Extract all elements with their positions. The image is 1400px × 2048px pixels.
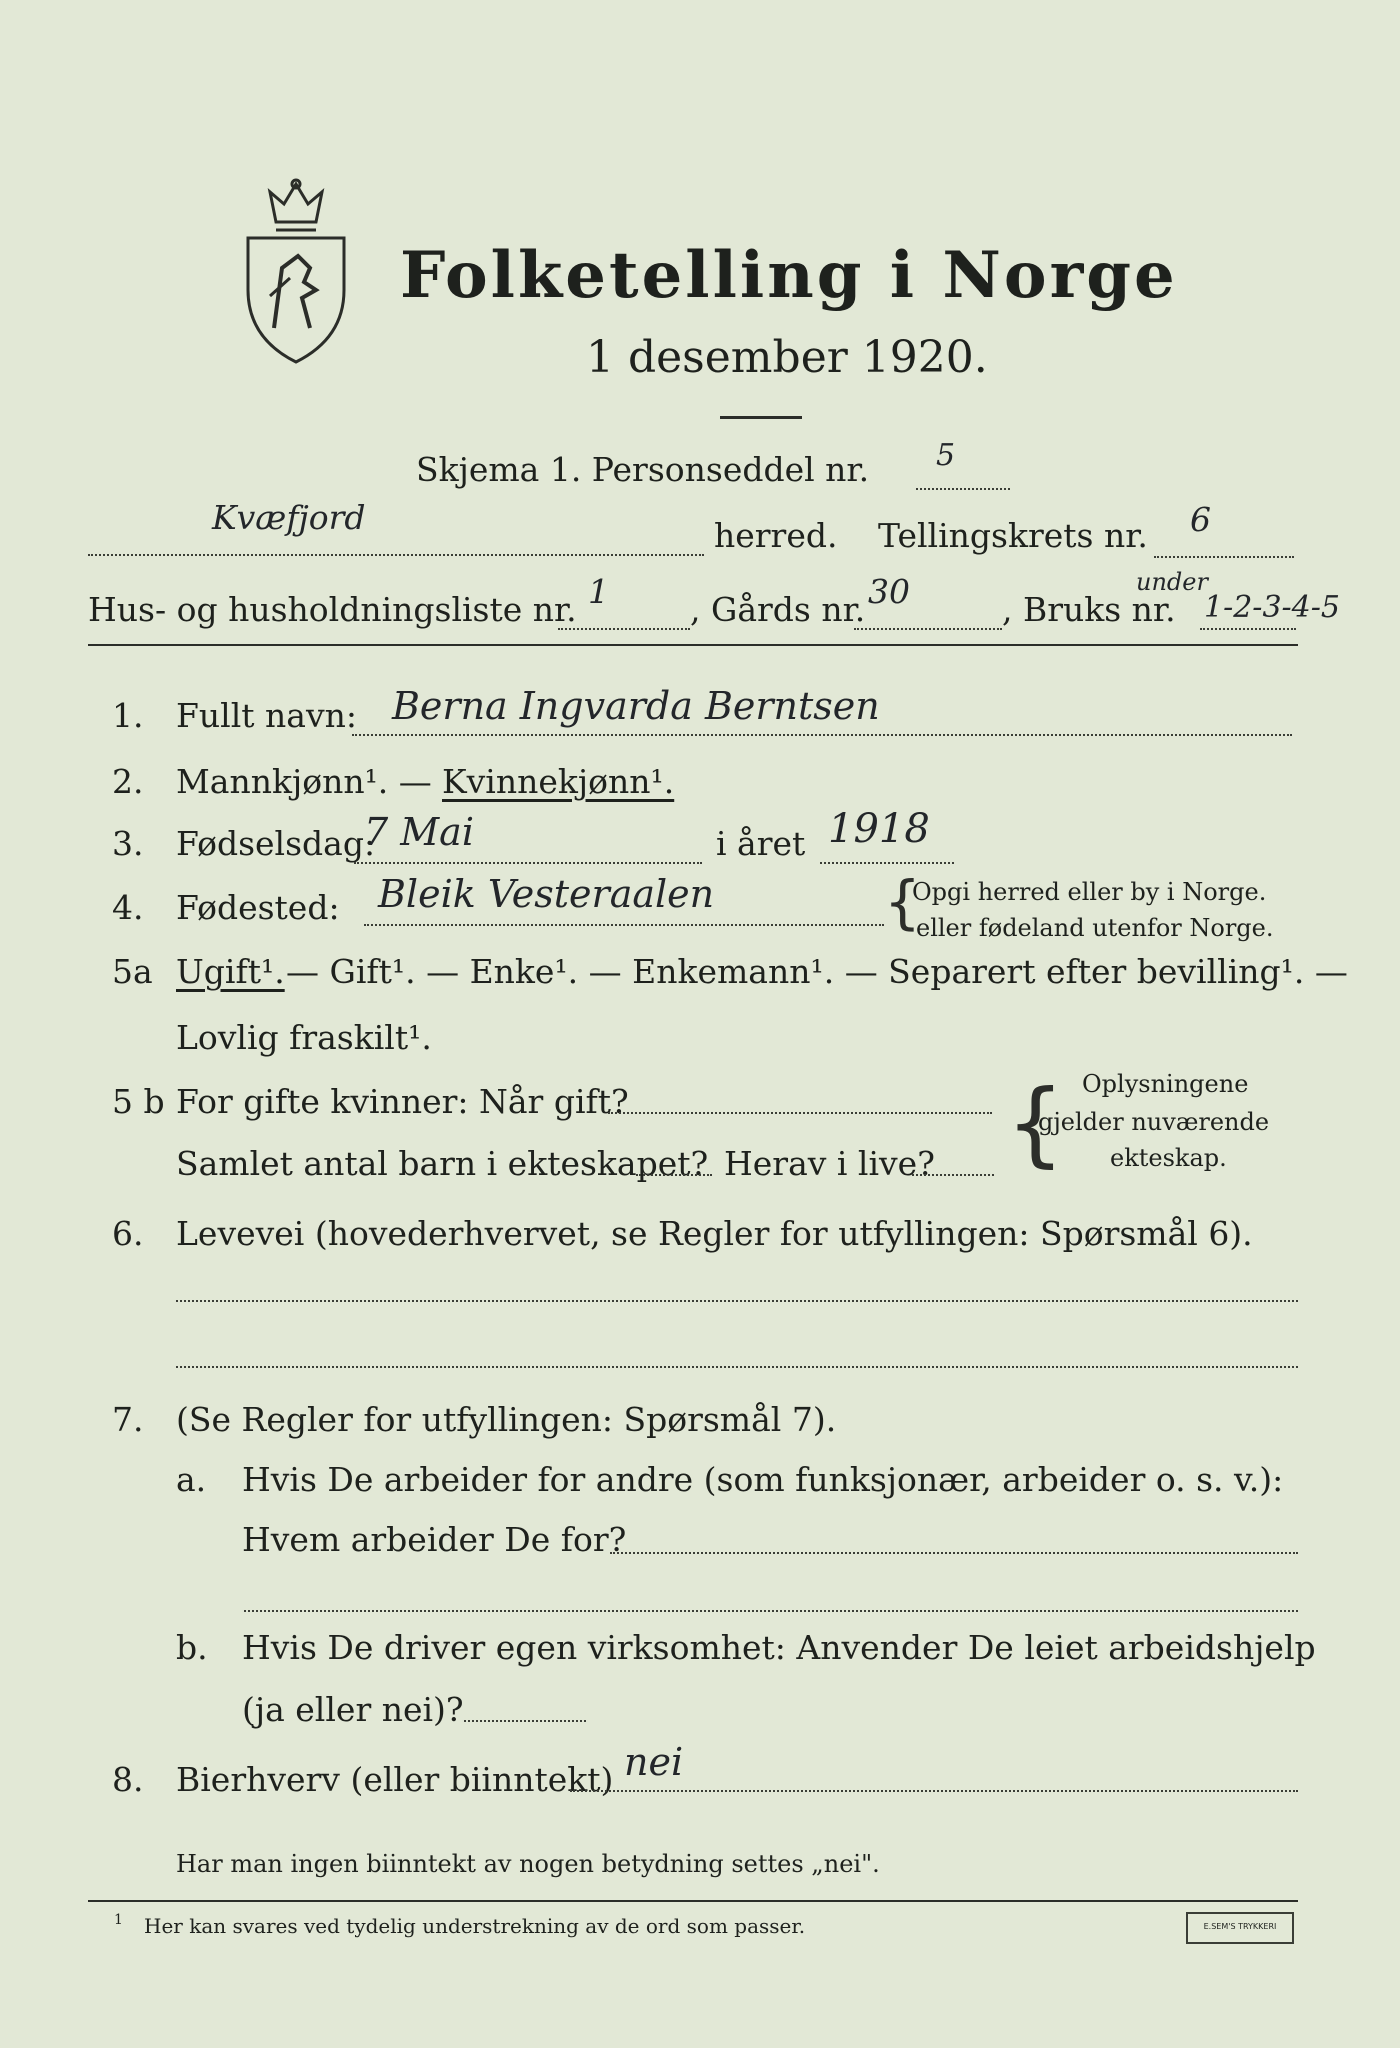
q1-number: 1. <box>112 696 144 735</box>
q5a-number: 5a <box>112 952 153 991</box>
footnote: Her kan svares ved tydelig understrekning av de ord som passer. <box>144 1914 806 1938</box>
page-title: Folketelling i Norge <box>400 238 1178 313</box>
printer-stamp <box>1186 1912 1294 1944</box>
q4-note-line2: eller fødeland utenfor Norge. <box>916 914 1274 942</box>
birth-year-value: 1918 <box>828 806 930 852</box>
q5b-alive-label: Herav i live? <box>724 1144 935 1183</box>
q3-number: 3. <box>112 824 144 863</box>
q7a-line-extra <box>244 1610 1298 1612</box>
q5b-note2: gjelder nuværende <box>1038 1108 1270 1136</box>
q6-line1 <box>176 1300 1298 1302</box>
bruks-note: under <box>1136 568 1208 596</box>
bruks-line <box>1200 628 1296 630</box>
q4-brace: { <box>884 868 921 936</box>
birth-day-value: 7 Mai <box>364 810 474 854</box>
q5b-note3: ekteskap. <box>1110 1144 1227 1172</box>
gards-label: , Gårds nr. <box>690 590 866 629</box>
q5b-when-line <box>608 1112 992 1114</box>
q7a-number: a. <box>176 1460 207 1499</box>
q6-number: 6. <box>112 1214 144 1253</box>
q4-label: Fødested: <box>176 888 340 927</box>
full-name-value: Berna Ingvarda Berntsen <box>392 684 880 728</box>
personseddel-line <box>916 488 1010 490</box>
q5b-alive-line <box>912 1174 994 1176</box>
q4-number: 4. <box>112 888 144 927</box>
q5a-fraskilt-option: Lovlig fraskilt¹. <box>176 1018 432 1057</box>
q7a-line2: Hvem arbeider De for? <box>242 1520 627 1559</box>
birthplace-value: Bleik Vesteraalen <box>378 872 715 916</box>
q7b-line <box>464 1720 586 1722</box>
q8-value: nei <box>624 1740 684 1784</box>
q7a-line <box>610 1552 1298 1554</box>
q5a-options: — Gift¹. — Enke¹. — Enkemann¹. — Separert efter bevilling¹. — <box>286 952 1348 991</box>
q3-year-label: i året <box>716 824 806 863</box>
q2-male-option: Mannkjønn¹. — <box>176 762 432 801</box>
census-date: 1 desember 1920. <box>586 332 988 383</box>
q8-number: 8. <box>112 1760 144 1799</box>
footer-divider <box>88 1900 1298 1902</box>
herred-line <box>88 554 704 556</box>
bruks-label: , Bruks nr. <box>1002 590 1176 629</box>
q4-line <box>364 924 884 926</box>
header-divider <box>88 644 1298 646</box>
q1-line <box>352 734 1292 736</box>
gards-line <box>854 628 1002 630</box>
herred-label: herred. <box>714 516 838 555</box>
q5b-note1: Oplysningene <box>1082 1070 1249 1098</box>
q7a-line1: Hvis De arbeider for andre (som funksjonær, arbeider o. s. v.): <box>242 1460 1284 1499</box>
tellingskrets-nr: 6 <box>1190 500 1211 539</box>
skjema-label: Skjema 1. Personseddel nr. <box>416 450 870 489</box>
q7-number: 7. <box>112 1400 144 1439</box>
q5b-number: 5 b <box>112 1082 165 1121</box>
q6-label: Levevei (hovederhvervet, se Regler for utfyllingen: Spørsmål 6). <box>176 1214 1253 1253</box>
q5b-line1: For gifte kvinner: Når gift? <box>176 1082 629 1121</box>
q5b-children-label: Samlet antal barn i ekteskapet? <box>176 1144 709 1183</box>
q7-label: (Se Regler for utfyllingen: Spørsmål 7). <box>176 1400 837 1439</box>
q2-number: 2. <box>112 762 144 801</box>
husliste-line <box>558 628 690 630</box>
tellingskrets-label: Tellingskrets nr. <box>878 516 1148 555</box>
q5b-children-line <box>636 1174 712 1176</box>
title-divider <box>720 416 802 419</box>
gards-nr: 30 <box>868 572 910 611</box>
q7b-number: b. <box>176 1628 208 1667</box>
footnote-mark: 1 <box>114 1912 123 1928</box>
q7b-line2: (ja eller nei)? <box>242 1690 464 1729</box>
q1-label: Fullt navn: <box>176 696 357 735</box>
tellingskrets-line <box>1154 556 1294 558</box>
q4-note-line1: Opgi herred eller by i Norge. <box>912 878 1267 906</box>
footer-note: Har man ingen biinntekt av nogen betydning settes „nei". <box>176 1850 880 1878</box>
q5b-brace: { <box>1006 1070 1065 1177</box>
q3-day-line <box>354 862 702 864</box>
herred-value: Kvæfjord <box>212 498 366 537</box>
husliste-nr: 1 <box>588 572 609 611</box>
q8-label: Bierhverv (eller biinntekt) <box>176 1760 614 1799</box>
q7b-line1: Hvis De driver egen virksomhet: Anvender De leiet arbeidshjelp <box>242 1628 1316 1667</box>
q8-line <box>570 1790 1298 1792</box>
q6-line2 <box>176 1366 1298 1368</box>
q2-female-option: Kvinnekjønn¹. <box>442 762 675 801</box>
q3-year-line <box>820 862 954 864</box>
q3-label: Fødselsdag: <box>176 824 376 863</box>
husliste-label: Hus- og husholdningsliste nr. <box>88 590 577 629</box>
bruks-nr: 1-2-3-4-5 <box>1204 590 1340 625</box>
personseddel-nr: 5 <box>936 438 956 473</box>
q5a-ugift-option: Ugift¹. <box>176 952 285 991</box>
printer-stamp-text: E.SEM'S TRYKKERI <box>1203 1922 1277 1931</box>
coat-of-arms-icon <box>240 178 352 368</box>
